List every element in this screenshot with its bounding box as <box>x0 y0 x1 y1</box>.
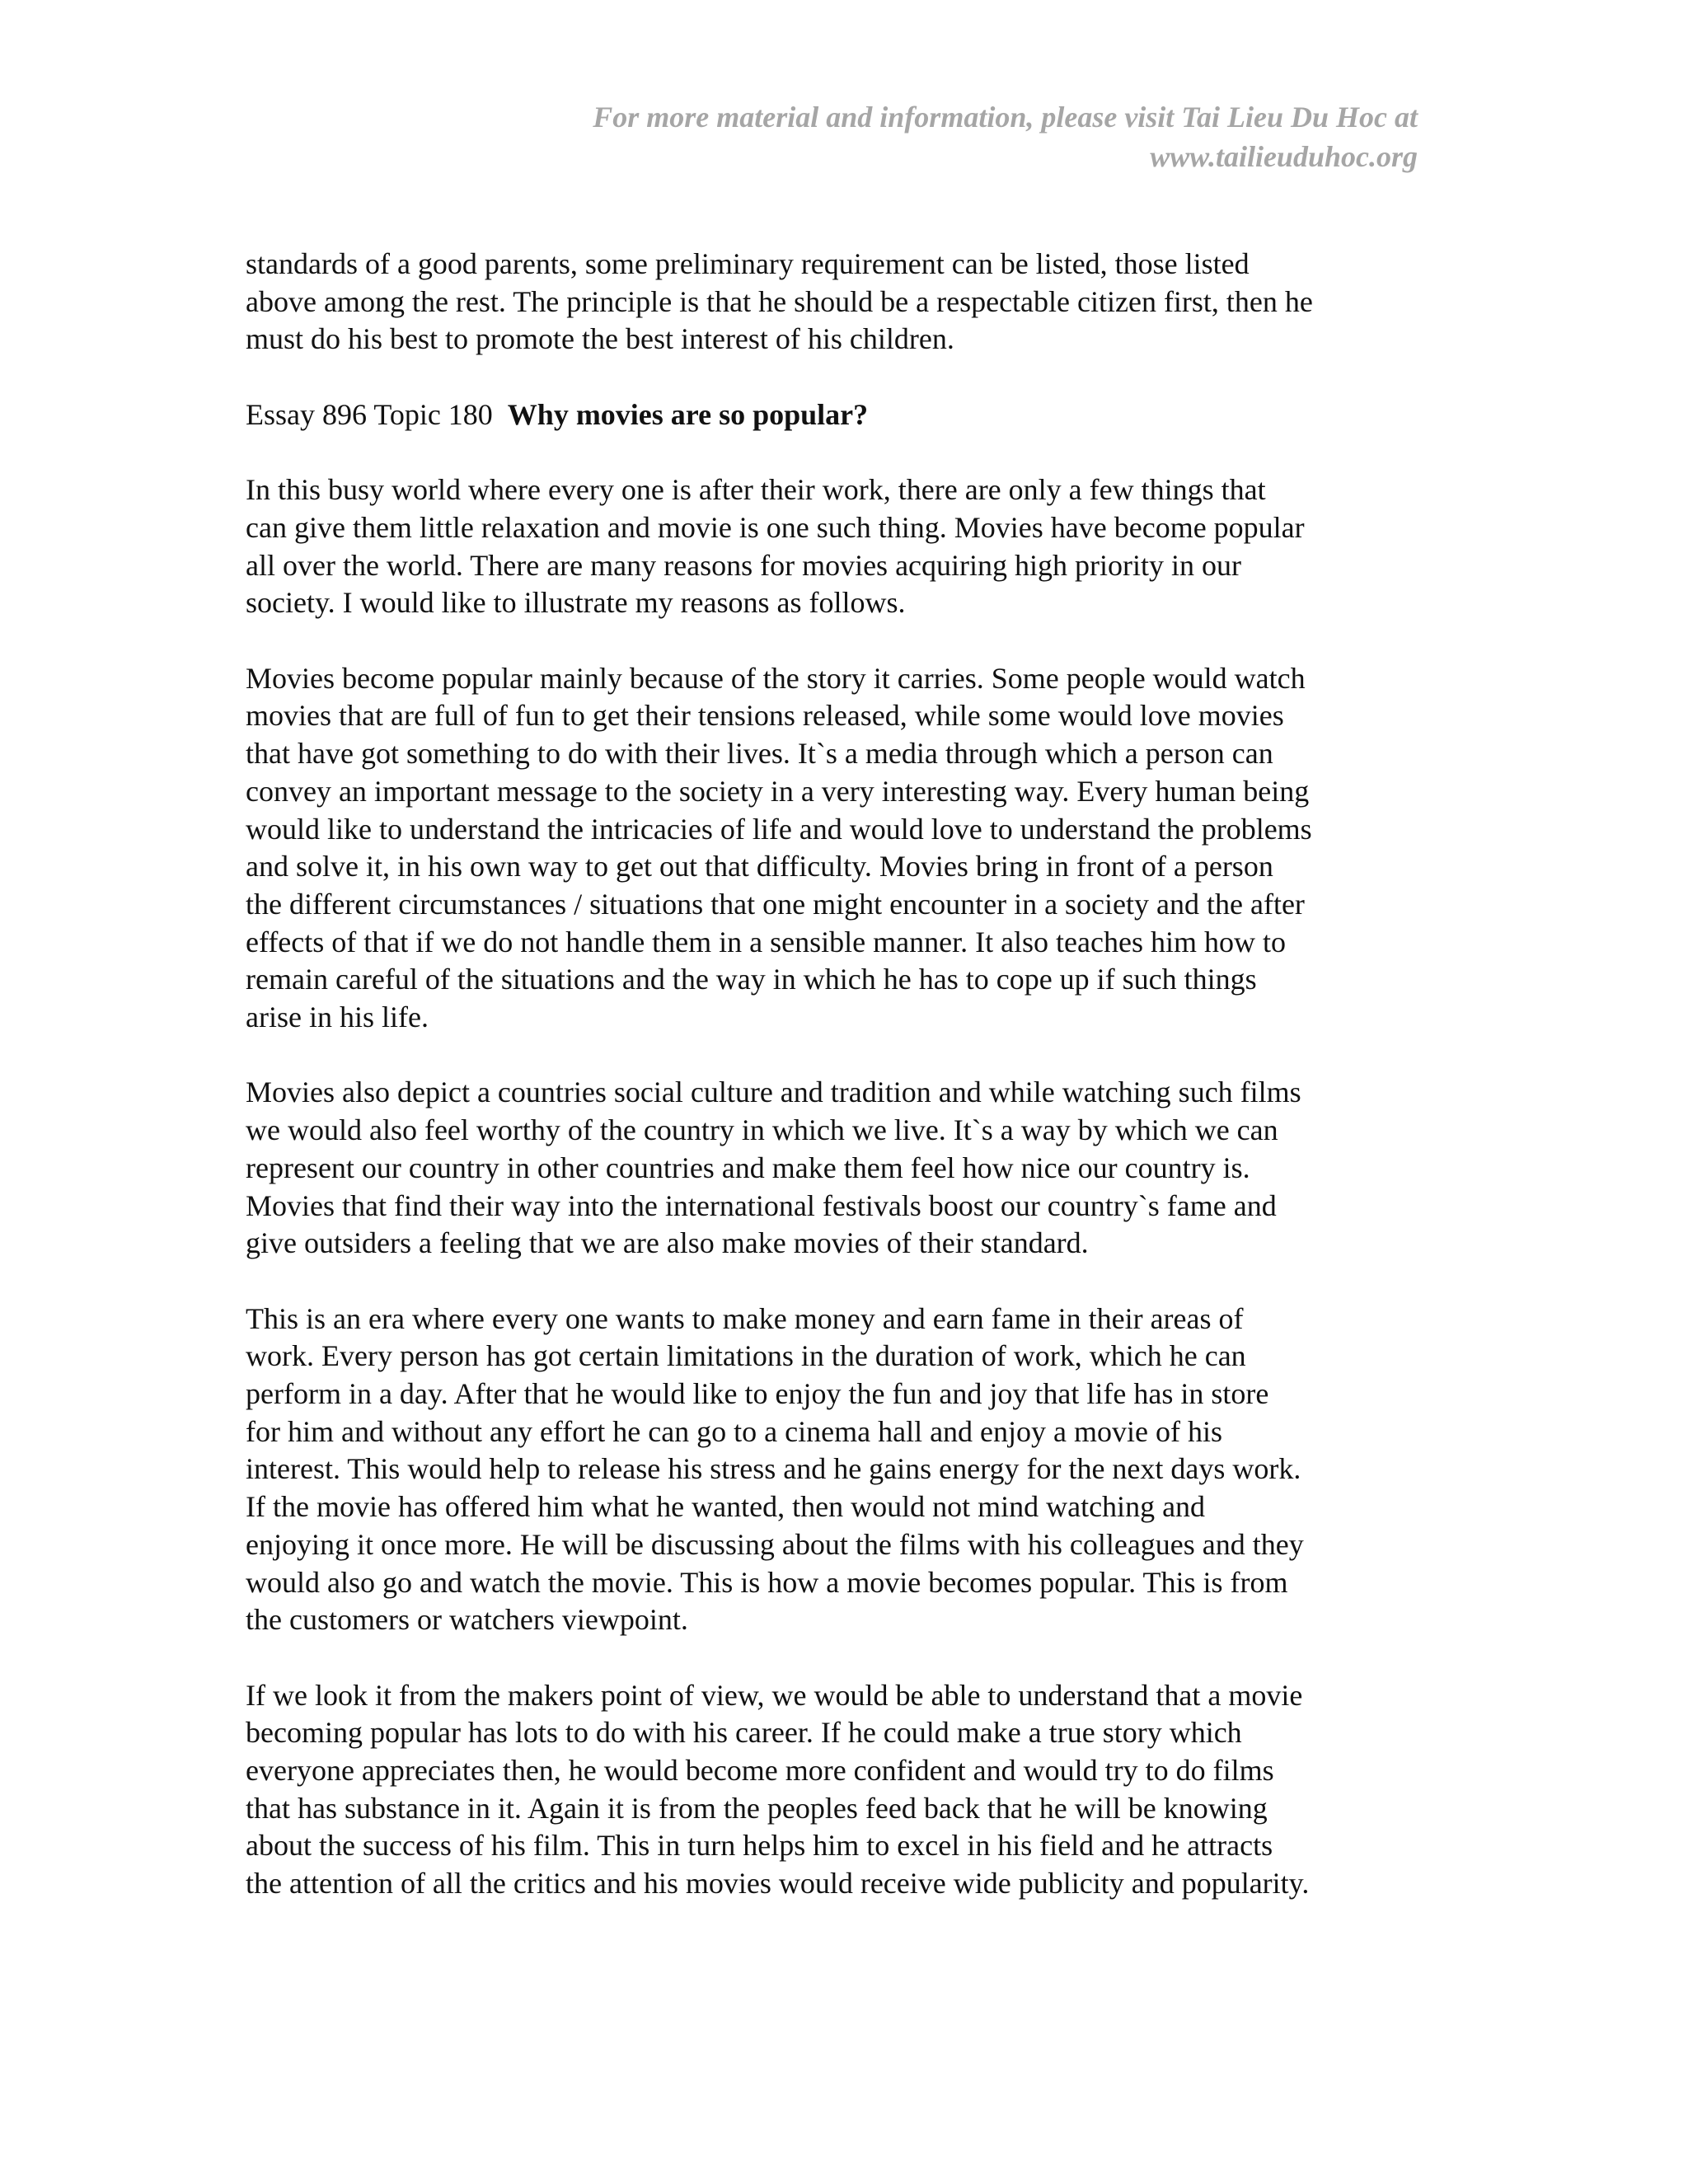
text-line: represent our country in other countries and make them feel how nice our country is. <box>246 1151 1250 1184</box>
text-line: we would also feel worthy of the country in which we live. It`s a way by which we can <box>246 1113 1278 1147</box>
text-line: give outsiders a feeling that we are also make movies of their standard. <box>246 1226 1089 1260</box>
paragraph-5 <box>246 1677 1432 1903</box>
text-line: movies that are full of fun to get their tensions released, while some would love movies <box>246 699 1284 733</box>
text-line: everyone appreciates then, he would become more confident and would try to do films <box>246 1754 1274 1788</box>
text-line: perform in a day. After that he would like to enjoy the fun and joy that life has in store <box>246 1377 1269 1411</box>
text-line: becoming popular has lots to do with his career. If he could make a true story which <box>246 1716 1242 1750</box>
text-line: society. I would like to illustrate my reasons as follows. <box>246 586 906 620</box>
paragraph-3 <box>246 1074 1432 1263</box>
paragraph-4 <box>246 1301 1432 1639</box>
text-line: Movies that find their way into the international festivals boost our country`s fame and <box>246 1188 1277 1222</box>
text-line: can give them little relaxation and movie is one such thing. Movies have become popular <box>246 510 1305 544</box>
text-line: Movies become popular mainly because of the story it carries. Some people would watch <box>246 661 1306 695</box>
text-line: that has substance in it. Again it is from the peoples feed back that he will be knowing <box>246 1791 1268 1825</box>
text-line: the different circumstances / situations that one might encounter in a society and the after <box>246 887 1305 921</box>
header-line-1: For more material and information, please visit Tai Lieu Du Hoc at <box>593 101 1418 134</box>
essay-title: Why movies are so popular? <box>507 397 869 431</box>
text-line: and solve it, in his own way to get out that difficulty. Movies bring in front of a person <box>246 850 1273 883</box>
document-body <box>246 246 1432 1941</box>
text-line: In this busy world where every one is after their work, there are only a few things that <box>246 473 1266 507</box>
text-line: If the movie has offered him what he wanted, then would not mind watching and <box>246 1490 1206 1524</box>
text-line: This is an era where every one wants to make money and earn fame in their areas of <box>246 1301 1244 1335</box>
essay-heading <box>246 396 1432 434</box>
text-line: that have got something to do with their lives. It`s a media through which a person can <box>246 737 1273 771</box>
text-line: If we look it from the makers point of view, we would be able to understand that a movie <box>246 1678 1303 1712</box>
text-line: convey an important message to the society in a very interesting way. Every human being <box>246 774 1310 808</box>
page-header <box>346 97 1418 176</box>
text-line: for him and without any effort he can go to a cinema hall and enjoy a movie of his <box>246 1414 1222 1448</box>
text-line: about the success of his film. This in turn helps him to excel in his field and he attracts <box>246 1829 1273 1863</box>
paragraph-intro-continuation <box>246 246 1432 359</box>
text-line: all over the world. There are many reasons for movies acquiring high priority in our <box>246 548 1241 582</box>
text-line: interest. This would help to release his stress and he gains energy for the next days work. <box>246 1452 1301 1486</box>
text-line: must do his best to promote the best interest of his children. <box>246 322 954 356</box>
text-line: enjoying it once more. He will be discussing about the films with his colleagues and they <box>246 1527 1304 1561</box>
text-line: arise in his life. <box>246 1001 429 1034</box>
paragraph-1 <box>246 471 1432 622</box>
text-line: Movies also depict a countries social culture and tradition and while watching such films <box>246 1076 1301 1109</box>
text-line: would like to understand the intricacies of life and would love to understand the problems <box>246 812 1312 846</box>
text-line: the attention of all the critics and his movies would receive wide publicity and popularity. <box>246 1867 1310 1900</box>
essay-label: Essay 896 Topic 180 <box>246 397 493 431</box>
text-line: standards of a good parents, some preliminary requirement can be listed, those listed <box>246 247 1250 280</box>
text-line: above among the rest. The principle is that he should be a respectable citizen first, then he <box>246 284 1313 318</box>
paragraph-2 <box>246 660 1432 1037</box>
header-line-2: www.tailieuduhoc.org <box>1150 140 1418 173</box>
text-line: effects of that if we do not handle them in a sensible manner. It also teaches him how to <box>246 925 1286 958</box>
text-line: work. Every person has got certain limitations in the duration of work, which he can <box>246 1339 1246 1373</box>
text-line: remain careful of the situations and the way in which he has to cope up if such things <box>246 963 1257 996</box>
text-line: would also go and watch the movie. This is how a movie becomes popular. This is from <box>246 1565 1288 1599</box>
text-line: the customers or watchers viewpoint. <box>246 1603 688 1637</box>
